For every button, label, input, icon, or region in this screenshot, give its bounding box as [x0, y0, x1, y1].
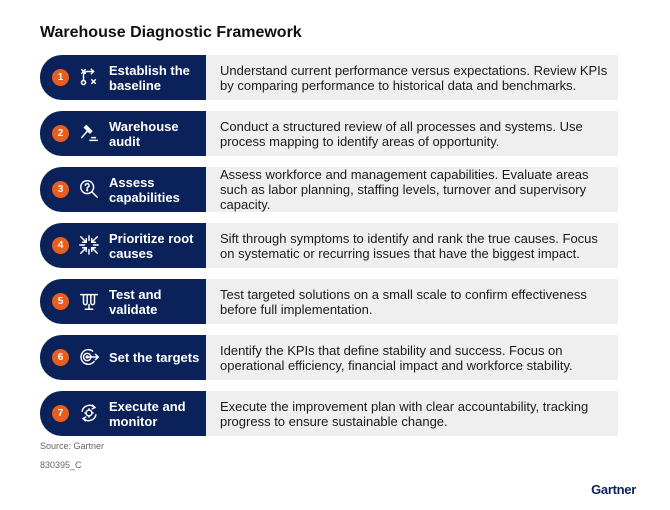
steps-list	[40, 55, 618, 447]
step-number-badge: 1	[52, 69, 69, 86]
step-title: Warehouse audit	[109, 118, 179, 149]
step-label	[40, 335, 206, 380]
target-arrow-icon	[78, 346, 100, 368]
step-description: Test targeted solutions on a small scale to confirm effectiveness before full implementation.	[206, 279, 618, 324]
step-title: Prioritize root causes	[109, 230, 194, 261]
source-note: Source: Gartner	[40, 441, 105, 451]
step-5	[40, 279, 618, 324]
step-label	[40, 223, 206, 268]
step-title: Assess capabilities	[109, 174, 180, 205]
step-number-badge: 6	[52, 349, 69, 366]
step-label	[40, 279, 206, 324]
step-label	[40, 391, 206, 436]
step-description: Conduct a structured review of all processes and systems. Use process mapping to identify areas of opportunity.	[206, 111, 618, 156]
step-number-badge: 5	[52, 293, 69, 310]
step-4	[40, 223, 618, 268]
step-description: Sift through symptoms to identify and rank the true causes. Focus on systematic or recurring issues that have the biggest impact.	[206, 223, 618, 268]
magnifier-question-icon	[78, 178, 100, 200]
step-title: Set the targets	[109, 350, 200, 365]
step-2	[40, 111, 618, 156]
step-title: Test and validate	[109, 286, 162, 317]
step-description: Identify the KPIs that define stability and success. Focus on operational efficiency, financial impact and workforce stability.	[206, 335, 618, 380]
gear-cycle-icon	[78, 402, 100, 424]
step-description: Understand current performance versus expectations. Review KPIs by comparing performance to historical data and benchmarks.	[206, 55, 618, 100]
step-number-badge: 4	[52, 237, 69, 254]
step-label	[40, 55, 206, 100]
step-number-badge: 3	[52, 181, 69, 198]
step-label	[40, 111, 206, 156]
step-label	[40, 167, 206, 212]
step-number-badge: 7	[52, 405, 69, 422]
step-number-badge: 2	[52, 125, 69, 142]
figure-code: 830395_C	[40, 460, 82, 470]
step-title: Execute and monitor	[109, 398, 186, 429]
gartner-logo: Gartner	[591, 482, 636, 497]
step-3	[40, 167, 618, 212]
step-description: Execute the improvement plan with clear accountability, tracking progress to ensure sustainable change.	[206, 391, 618, 436]
gavel-icon	[78, 122, 100, 144]
step-1	[40, 55, 618, 100]
converge-arrows-icon	[78, 234, 100, 256]
step-title: Establish the baseline	[109, 62, 190, 93]
step-7	[40, 391, 618, 436]
process-flow-icon	[78, 66, 100, 88]
test-tubes-icon	[78, 290, 100, 312]
step-6	[40, 335, 618, 380]
step-description: Assess workforce and management capabilities. Evaluate areas such as labor planning, staffing levels, turnover and supervisory capacity.	[206, 167, 618, 212]
page-title: Warehouse Diagnostic Framework	[40, 24, 302, 41]
